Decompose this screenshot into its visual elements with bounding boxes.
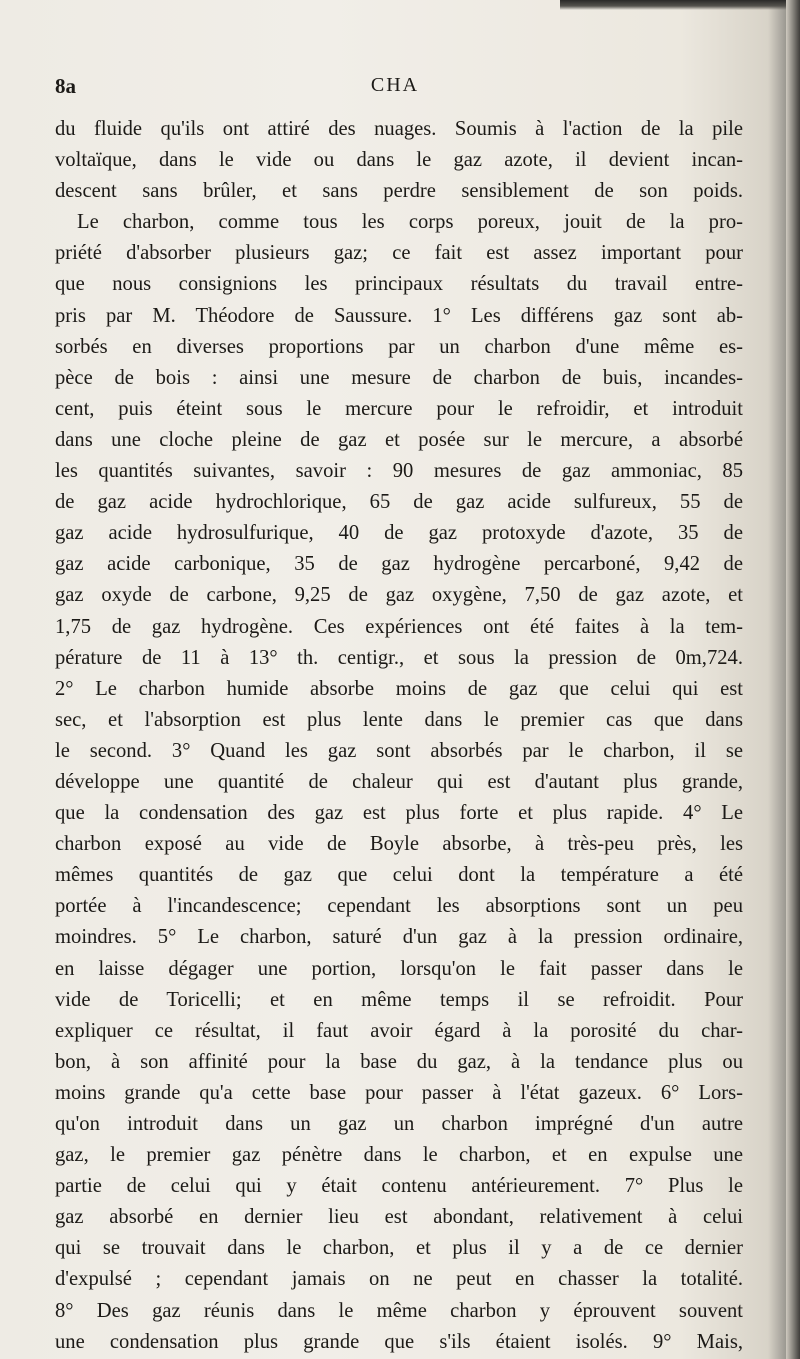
- text-line: descent sans brûler, et sans perdre sensiblement de son poids.: [55, 180, 743, 203]
- text-line: 2° Le charbon humide absorbe moins de gaz que celui qui est: [55, 677, 743, 700]
- text-line: Le charbon, comme tous les corps poreux, jouit de la pro-: [77, 211, 743, 234]
- text-line: qui se trouvait dans le charbon, et plus il y a de ce dernier: [55, 1237, 743, 1260]
- text-line: pèce de bois : ainsi une mesure de charbon de buis, incandes-: [55, 366, 743, 389]
- text-line: charbon exposé au vide de Boyle absorbe, à très-peu près, les: [55, 833, 743, 856]
- text-line: que la condensation des gaz est plus forte et plus rapide. 4° Le: [55, 802, 743, 825]
- text-line: mêmes quantités de gaz que celui dont la température a été: [55, 864, 743, 887]
- text-line: priété d'absorber plusieurs gaz; ce fait est assez important pour: [55, 242, 743, 265]
- text-line: partie de celui qui y était contenu antérieurement. 7° Plus le: [55, 1175, 743, 1198]
- text-line: bon, à son affinité pour la base du gaz, à la tendance plus ou: [55, 1050, 743, 1073]
- text-line: pris par M. Théodore de Saussure. 1° Les différens gaz sont ab-: [55, 304, 743, 327]
- text-line: voltaïque, dans le vide ou dans le gaz azote, il devient incan-: [55, 149, 743, 172]
- text-line: pérature de 11 à 13° th. centigr., et sous la pression de 0m,724.: [55, 646, 743, 669]
- running-head: CHA: [370, 74, 420, 96]
- text-line: qu'on introduit dans un gaz un charbon imprégné d'un autre: [55, 1113, 743, 1135]
- text-line: en laisse dégager une portion, lorsqu'on le fait passer dans le: [55, 957, 743, 980]
- text-line: moindres. 5° Le charbon, saturé d'un gaz à la pression ordinaire,: [55, 926, 743, 949]
- text-line: sorbés en diverses proportions par un charbon d'une même es-: [55, 335, 743, 358]
- page-header: [55, 74, 735, 104]
- page-number: 8a: [55, 74, 76, 98]
- text-line: sec, et l'absorption est plus lente dans le premier cas que dans: [55, 708, 743, 731]
- text-line: gaz oxyde de carbone, 9,25 de gaz oxygène, 7,50 de gaz azote, et: [55, 584, 743, 607]
- text-line: les quantités suivantes, savoir : 90 mesures de gaz ammoniac, 85: [55, 460, 743, 483]
- text-line: développe une quantité de chaleur qui est d'autant plus grande,: [55, 770, 743, 793]
- text-line: du fluide qu'ils ont attiré des nuages. Soumis à l'action de la pile: [55, 118, 743, 140]
- text-line: que nous consignions les principaux résultats du travail entre-: [55, 273, 743, 296]
- text-line: 1,75 de gaz hydrogène. Ces expériences ont été faites à la tem-: [55, 615, 743, 638]
- text-line: vide de Toricelli; et en même temps il se refroidit. Pour: [55, 988, 743, 1011]
- book-spine-edge: [786, 0, 800, 1359]
- text-line: 8° Des gaz réunis dans le même charbon y éprouvent souvent: [55, 1299, 743, 1322]
- text-line: gaz acide carbonique, 35 de gaz hydrogène percarboné, 9,42 de: [55, 553, 743, 576]
- text-line: une condensation plus grande que s'ils étaient isolés. 9° Mais,: [55, 1330, 743, 1353]
- text-line: cent, puis éteint sous le mercure pour le refroidir, et introduit: [55, 397, 743, 420]
- text-line: gaz acide hydrosulfurique, 40 de gaz protoxyde d'azote, 35 de: [55, 522, 743, 545]
- text-line: expliquer ce résultat, il faut avoir égard à la porosité du char-: [55, 1019, 743, 1042]
- text-line: moins grande qu'a cette base pour passer à l'état gazeux. 6° Lors-: [55, 1081, 743, 1104]
- body-text: [55, 114, 743, 1358]
- text-line: portée à l'incandescence; cependant les absorptions sont un peu: [55, 895, 743, 918]
- text-line: le second. 3° Quand les gaz sont absorbés par le charbon, il se: [55, 739, 743, 762]
- page-top-edge-shadow: [560, 0, 800, 10]
- text-line: de gaz acide hydrochlorique, 65 de gaz acide sulfureux, 55 de: [55, 491, 743, 514]
- text-line: d'expulsé ; cependant jamais on ne peut en chasser la totalité.: [55, 1268, 743, 1291]
- text-line: gaz, le premier gaz pénètre dans le charbon, et en expulse une: [55, 1144, 743, 1167]
- text-line: dans une cloche pleine de gaz et posée sur le mercure, a absorbé: [55, 428, 743, 451]
- text-line: gaz absorbé en dernier lieu est abondant, relativement à celui: [55, 1206, 743, 1229]
